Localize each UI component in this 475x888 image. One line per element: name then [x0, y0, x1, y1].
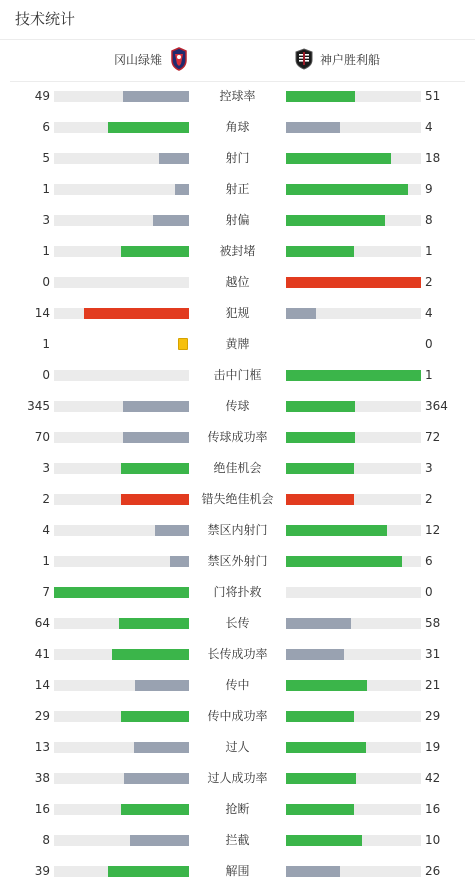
home-stat-bar-fill: [175, 184, 189, 195]
home-stat-value: 0: [42, 275, 50, 289]
stat-row: [0, 298, 475, 329]
stat-row: [0, 701, 475, 732]
away-stat-bar: [286, 401, 421, 412]
away-stat-value: 0: [425, 337, 433, 351]
home-stat-value: 14: [34, 306, 50, 320]
stat-row: [0, 732, 475, 763]
home-stat-bar: [54, 91, 189, 102]
away-stat-bar: [286, 494, 421, 505]
away-stat-bar-fill: [286, 556, 402, 567]
away-team[interactable]: [294, 40, 380, 81]
away-stat-bar-fill: [286, 835, 362, 846]
stat-label: 禁区外射门: [207, 554, 268, 568]
away-stat-value: 51: [425, 89, 441, 103]
away-stat-value: 21: [425, 678, 441, 692]
stat-label: 过人成功率: [207, 771, 268, 785]
home-team-crest-icon: [170, 47, 188, 74]
home-stat-bar-fill: [123, 91, 189, 102]
away-stat-bar: [286, 339, 421, 350]
away-stat-bar-fill: [286, 680, 367, 691]
away-stat-bar-fill: [286, 804, 354, 815]
stat-label: 传球成功率: [207, 430, 268, 444]
stat-label: 过人: [225, 740, 250, 754]
away-stat-value: 4: [425, 306, 433, 320]
away-stat-bar-fill: [286, 308, 316, 319]
away-stat-bar: [286, 370, 421, 381]
home-stat-value: 70: [34, 430, 50, 444]
away-stat-bar-fill: [286, 184, 408, 195]
away-stat-bar: [286, 432, 421, 443]
home-stat-bar: [54, 215, 189, 226]
home-stat-value: 7: [42, 585, 50, 599]
away-stat-value: 364: [425, 399, 448, 413]
home-stat-bar-fill: [54, 587, 189, 598]
home-stat-value: 2: [42, 492, 50, 506]
stat-row: [0, 794, 475, 825]
stat-row: [0, 205, 475, 236]
stat-label: 抢断: [225, 802, 250, 816]
home-stat-bar-fill: [121, 494, 189, 505]
away-stat-value: 19: [425, 740, 441, 754]
away-stat-bar: [286, 246, 421, 257]
home-stat-bar-fill: [84, 308, 189, 319]
home-stat-bar-fill: [134, 742, 189, 753]
home-stat-bar-fill: [153, 215, 189, 226]
stat-row: [0, 484, 475, 515]
home-stat-bar-fill: [155, 525, 189, 536]
home-stat-value: 1: [42, 182, 50, 196]
away-stat-bar-fill: [286, 246, 354, 257]
home-stat-value: 1: [42, 554, 50, 568]
away-stat-bar: [286, 711, 421, 722]
stat-label: 角球: [225, 120, 250, 134]
team-header: [0, 40, 475, 81]
stat-row: [0, 267, 475, 298]
away-stat-bar: [286, 835, 421, 846]
away-stat-value: 12: [425, 523, 441, 537]
stat-row: [0, 391, 475, 422]
away-stat-bar-fill: [286, 122, 340, 133]
stat-row: [0, 174, 475, 205]
home-stat-bar: [54, 556, 189, 567]
home-team-name: 冈山绿雉: [113, 53, 162, 67]
stat-label: 解围: [225, 864, 250, 878]
away-stat-value: 0: [425, 585, 433, 599]
away-stat-value: 1: [425, 244, 433, 258]
home-stat-bar: [54, 866, 189, 877]
away-stat-value: 31: [425, 647, 441, 661]
away-stat-bar-fill: [286, 742, 366, 753]
home-stat-bar: [54, 587, 189, 598]
stat-label: 射正: [225, 182, 250, 196]
away-stat-value: 18: [425, 151, 441, 165]
away-stat-value: 9: [425, 182, 433, 196]
stat-label: 长传: [225, 616, 250, 630]
home-stat-bar: [54, 804, 189, 815]
stat-row: [0, 81, 475, 112]
home-stat-bar-fill: [108, 122, 189, 133]
stat-label: 击中门框: [213, 368, 262, 382]
home-stat-bar: [54, 277, 189, 288]
home-stat-bar-fill: [130, 835, 189, 846]
home-stat-bar-fill: [112, 649, 189, 660]
away-stat-value: 58: [425, 616, 441, 630]
away-stat-bar: [286, 308, 421, 319]
away-stat-bar: [286, 587, 421, 598]
home-stat-bar-fill: [124, 773, 189, 784]
away-stat-bar-fill: [286, 525, 387, 536]
away-stat-value: 16: [425, 802, 441, 816]
home-stat-bar: [54, 525, 189, 536]
away-stat-bar: [286, 804, 421, 815]
home-stat-bar-fill: [121, 463, 189, 474]
home-stat-bar-fill: [121, 804, 189, 815]
away-stat-bar-fill: [286, 649, 344, 660]
page-title: 技术统计: [15, 10, 76, 28]
stat-row: [0, 515, 475, 546]
home-stat-bar-fill: [123, 401, 189, 412]
away-stat-bar-fill: [286, 773, 356, 784]
home-stat-bar-fill: [108, 866, 189, 877]
away-stat-value: 29: [425, 709, 441, 723]
stat-label: 射偏: [225, 213, 250, 227]
home-stat-bar: [54, 339, 189, 350]
stat-row: [0, 639, 475, 670]
away-stat-value: 1: [425, 368, 433, 382]
home-stat-value: 8: [42, 833, 50, 847]
home-stat-bar: [54, 122, 189, 133]
stat-label: 错失绝佳机会: [201, 492, 274, 506]
away-stat-value: 3: [425, 461, 433, 475]
stat-label: 射门: [225, 151, 250, 165]
stat-row: [0, 453, 475, 484]
away-stat-bar-fill: [286, 463, 354, 474]
away-stat-bar: [286, 525, 421, 536]
home-stat-bar: [54, 184, 189, 195]
away-stat-bar: [286, 680, 421, 691]
home-stat-bar-fill: [123, 432, 189, 443]
yellow-card-icon: [178, 338, 188, 350]
stat-row: [0, 143, 475, 174]
away-stat-value: 10: [425, 833, 441, 847]
stat-row: [0, 608, 475, 639]
away-stat-bar: [286, 649, 421, 660]
home-stat-bar: [54, 401, 189, 412]
home-stat-bar: [54, 494, 189, 505]
home-stat-value: 6: [42, 120, 50, 134]
home-stat-bar-fill: [121, 711, 189, 722]
away-stat-bar-fill: [286, 153, 391, 164]
home-stat-bar-fill: [121, 246, 189, 257]
stat-row: [0, 422, 475, 453]
home-team[interactable]: [114, 40, 188, 81]
home-stat-bar: [54, 370, 189, 381]
home-stat-bar: [54, 773, 189, 784]
away-stat-bar: [286, 866, 421, 877]
home-stat-value: 38: [34, 771, 50, 785]
stat-label: 越位: [225, 275, 250, 289]
stat-row: [0, 360, 475, 391]
home-stat-value: 4: [42, 523, 50, 537]
away-stat-bar: [286, 556, 421, 567]
stat-row: [0, 825, 475, 856]
away-stat-value: 4: [425, 120, 433, 134]
stat-row: [0, 670, 475, 701]
home-stat-bar: [54, 742, 189, 753]
home-stat-bar: [54, 463, 189, 474]
stat-row: [0, 577, 475, 608]
away-stat-value: 8: [425, 213, 433, 227]
away-stat-bar-fill: [286, 91, 355, 102]
away-stat-bar-fill: [286, 432, 355, 443]
stat-label: 被封堵: [219, 244, 256, 258]
home-stat-bar: [54, 308, 189, 319]
home-stat-bar: [54, 432, 189, 443]
away-stat-bar-fill: [286, 866, 340, 877]
away-stat-value: 2: [425, 492, 433, 506]
home-stat-value: 39: [34, 864, 50, 878]
away-stat-bar: [286, 618, 421, 629]
home-stat-bar: [54, 680, 189, 691]
home-stat-value: 64: [34, 616, 50, 630]
home-stat-value: 16: [34, 802, 50, 816]
away-stat-bar: [286, 91, 421, 102]
stat-row: [0, 856, 475, 887]
home-stat-value: 3: [42, 213, 50, 227]
stat-label: 黄牌: [225, 337, 250, 351]
away-stat-bar-fill: [286, 401, 355, 412]
stat-label: 门将扑救: [213, 585, 262, 599]
away-stat-bar-fill: [286, 618, 351, 629]
stat-label: 犯规: [225, 306, 250, 320]
home-stat-value: 3: [42, 461, 50, 475]
stat-label: 绝佳机会: [213, 461, 262, 475]
away-stat-bar: [286, 463, 421, 474]
away-team-crest-icon: [294, 48, 314, 73]
home-stat-value: 41: [34, 647, 50, 661]
home-stat-value: 13: [34, 740, 50, 754]
home-stat-value: 1: [42, 244, 50, 258]
stat-label: 传中成功率: [207, 709, 268, 723]
away-stat-bar: [286, 122, 421, 133]
home-stat-value: 345: [27, 399, 50, 413]
away-stat-bar-fill: [286, 711, 354, 722]
home-stat-bar: [54, 618, 189, 629]
home-stat-bar: [54, 153, 189, 164]
stat-label: 禁区内射门: [207, 523, 268, 537]
home-stat-value: 14: [34, 678, 50, 692]
away-stat-bar: [286, 742, 421, 753]
away-stat-bar: [286, 153, 421, 164]
away-stat-value: 26: [425, 864, 441, 878]
stat-label: 拦截: [225, 833, 250, 847]
away-stat-bar: [286, 215, 421, 226]
away-stat-bar-fill: [286, 370, 421, 381]
away-stat-value: 42: [425, 771, 441, 785]
stat-row: [0, 112, 475, 143]
home-stat-bar: [54, 835, 189, 846]
home-stat-value: 5: [42, 151, 50, 165]
away-stat-bar: [286, 773, 421, 784]
away-stat-value: 2: [425, 275, 433, 289]
home-stat-value: 29: [34, 709, 50, 723]
home-stat-value: 0: [42, 368, 50, 382]
away-stat-bar: [286, 184, 421, 195]
stat-row: [0, 763, 475, 794]
home-stat-value: 1: [42, 337, 50, 351]
away-stat-bar-fill: [286, 277, 421, 288]
home-stat-value: 49: [34, 89, 50, 103]
stat-row: [0, 236, 475, 267]
stat-row: [0, 546, 475, 577]
away-stat-bar-fill: [286, 494, 354, 505]
home-stat-bar-fill: [170, 556, 189, 567]
away-stat-value: 72: [425, 430, 441, 444]
away-stat-value: 6: [425, 554, 433, 568]
home-stat-bar: [54, 711, 189, 722]
home-stat-bar-fill: [119, 618, 189, 629]
stat-label: 控球率: [219, 89, 256, 103]
home-stat-bar-fill: [159, 153, 189, 164]
home-stat-bar-fill: [135, 680, 189, 691]
away-team-name: 神户胜利船: [320, 53, 381, 67]
stat-label: 传中: [225, 678, 250, 692]
stat-row: [0, 329, 475, 360]
away-stat-bar: [286, 277, 421, 288]
home-stat-bar: [54, 246, 189, 257]
stat-label: 传球: [225, 399, 250, 413]
stat-label: 长传成功率: [207, 647, 268, 661]
home-stat-bar: [54, 649, 189, 660]
away-stat-bar-fill: [286, 215, 385, 226]
